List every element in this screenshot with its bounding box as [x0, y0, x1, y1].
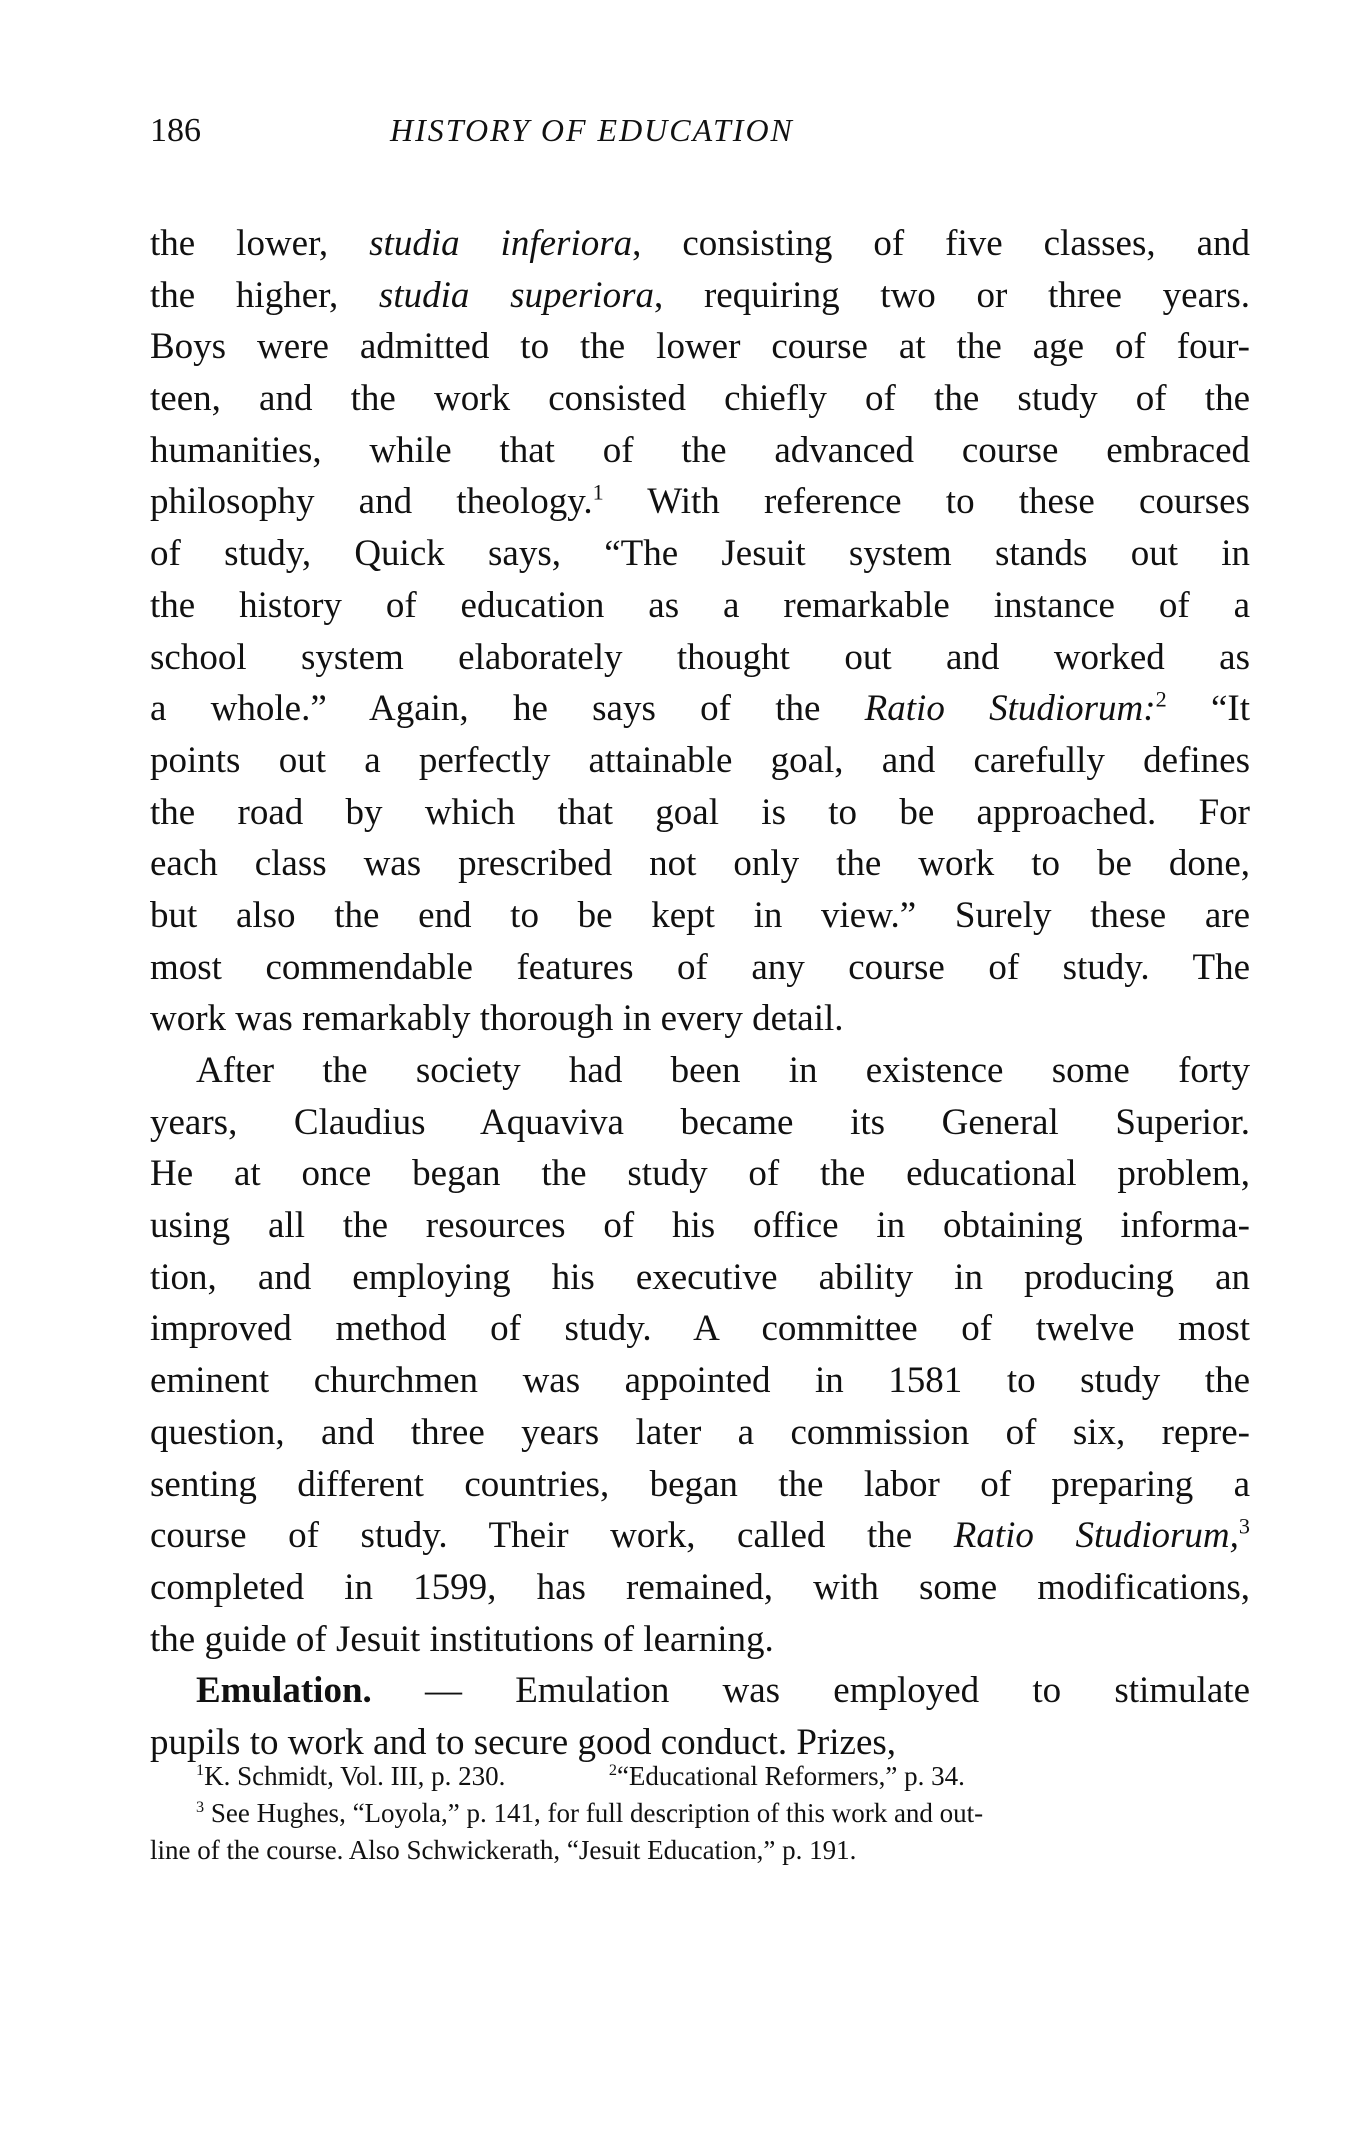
- body-text: [150, 218, 1250, 1769]
- footnote-1-mark: 1: [196, 1761, 205, 1779]
- footnote-3-text-2: line of the course. Also Schwickerath, “Jesuit Education,” p. 191.: [150, 1835, 857, 1865]
- italic-term: studia inferiora: [369, 223, 633, 264]
- text-line: the road by which that goal is to be approached. For: [150, 791, 1250, 833]
- text-line: senting different countries, began the labor of preparing a: [150, 1463, 1250, 1505]
- footnote-2-mark: 2: [608, 1761, 617, 1779]
- text-line: the history of education as a remarkable instance of a: [150, 584, 1250, 626]
- footnote-3-line-1: [150, 1795, 1250, 1832]
- footnote-ref[interactable]: 1: [592, 480, 604, 506]
- text-line: the guide of Jesuit institutions of learning.: [150, 1618, 774, 1660]
- footnote-1: K. Schmidt, Vol. III, p. 230.: [204, 1761, 506, 1791]
- page-number: 186: [150, 112, 201, 149]
- text-line: He at once began the study of the educational problem,: [150, 1153, 1250, 1195]
- text-line: but also the end to be kept in view.” Surely these are: [150, 894, 1250, 936]
- text-line: the lower, studia inferiora, consisting of five classes, and: [150, 223, 1250, 264]
- text-line: tion, and employing his executive ability in producing an: [150, 1256, 1250, 1298]
- text-line: school system elaborately thought out and worked as: [150, 636, 1250, 678]
- text-line: After the society had been in existence some forty: [196, 1050, 1250, 1091]
- footnote-ref[interactable]: 3: [1238, 1513, 1250, 1539]
- section-heading: Emulation.: [196, 1670, 372, 1712]
- text-line: Emulation. — Emulation was employed to stimulate: [196, 1670, 1250, 1712]
- footnote-3-mark: 3: [196, 1798, 205, 1816]
- footnote-row-1-2: [150, 1758, 1250, 1795]
- running-title: HISTORY OF EDUCATION: [390, 112, 794, 148]
- text-line: each class was prescribed not only the work to be done,: [150, 843, 1250, 885]
- footnote-ref[interactable]: 2: [1155, 686, 1167, 712]
- text-line: of study, Quick says, “The Jesuit system stands out in: [150, 533, 1250, 575]
- text-line: pupils to work and to secure good conduct. Prizes,: [150, 1721, 897, 1763]
- text-line: Boys were admitted to the lower course at the age of four-: [150, 326, 1250, 368]
- text-line: teen, and the work consisted chiefly of the study of the: [150, 378, 1250, 420]
- italic-term: Ratio Studiorum:: [864, 688, 1156, 730]
- text-line: improved method of study. A committee of twelve most: [150, 1308, 1250, 1350]
- text-line: a whole.” Again, he says of the Ratio Studiorum:$^2$ “It: [150, 686, 1250, 730]
- text-line: course of study. Their work, called the Ratio Studiorum,$^3$: [150, 1513, 1250, 1557]
- page-header: [150, 112, 1250, 162]
- text-line: completed in 1599, has remained, with some modifications,: [150, 1566, 1250, 1608]
- text-line: humanities, while that of the advanced course embraced: [150, 429, 1250, 471]
- text-line: points out a perfectly attainable goal, and carefully defines: [150, 739, 1250, 781]
- text-line: philosophy and theology.$^1$ With reference to these courses: [150, 480, 1250, 523]
- footnote-3-line-2: [150, 1832, 1250, 1869]
- italic-term: studia superiora: [378, 274, 654, 316]
- text-line: using all the resources of his office in obtaining informa-: [150, 1205, 1250, 1247]
- text-line: question, and three years later a commission of six, repre-: [150, 1411, 1250, 1453]
- footnotes: [150, 1758, 1250, 1869]
- text-line: work was remarkably thorough in every detail.: [150, 998, 844, 1040]
- text-line: eminent churchmen was appointed in 1581 to study the: [150, 1360, 1250, 1402]
- italic-term: Ratio Studiorum,: [953, 1515, 1239, 1557]
- text-line: most commendable features of any course of study. The: [150, 946, 1250, 988]
- text-line: the higher, studia superiora, requiring two or three years.: [150, 274, 1251, 316]
- text-line: years, Claudius Aquaviva became its General Superior.: [150, 1101, 1250, 1143]
- footnote-3-text-1: See Hughes, “Loyola,” p. 141, for full description of this work and out-: [210, 1798, 984, 1828]
- footnote-2: “Educational Reformers,” p. 34.: [616, 1761, 965, 1791]
